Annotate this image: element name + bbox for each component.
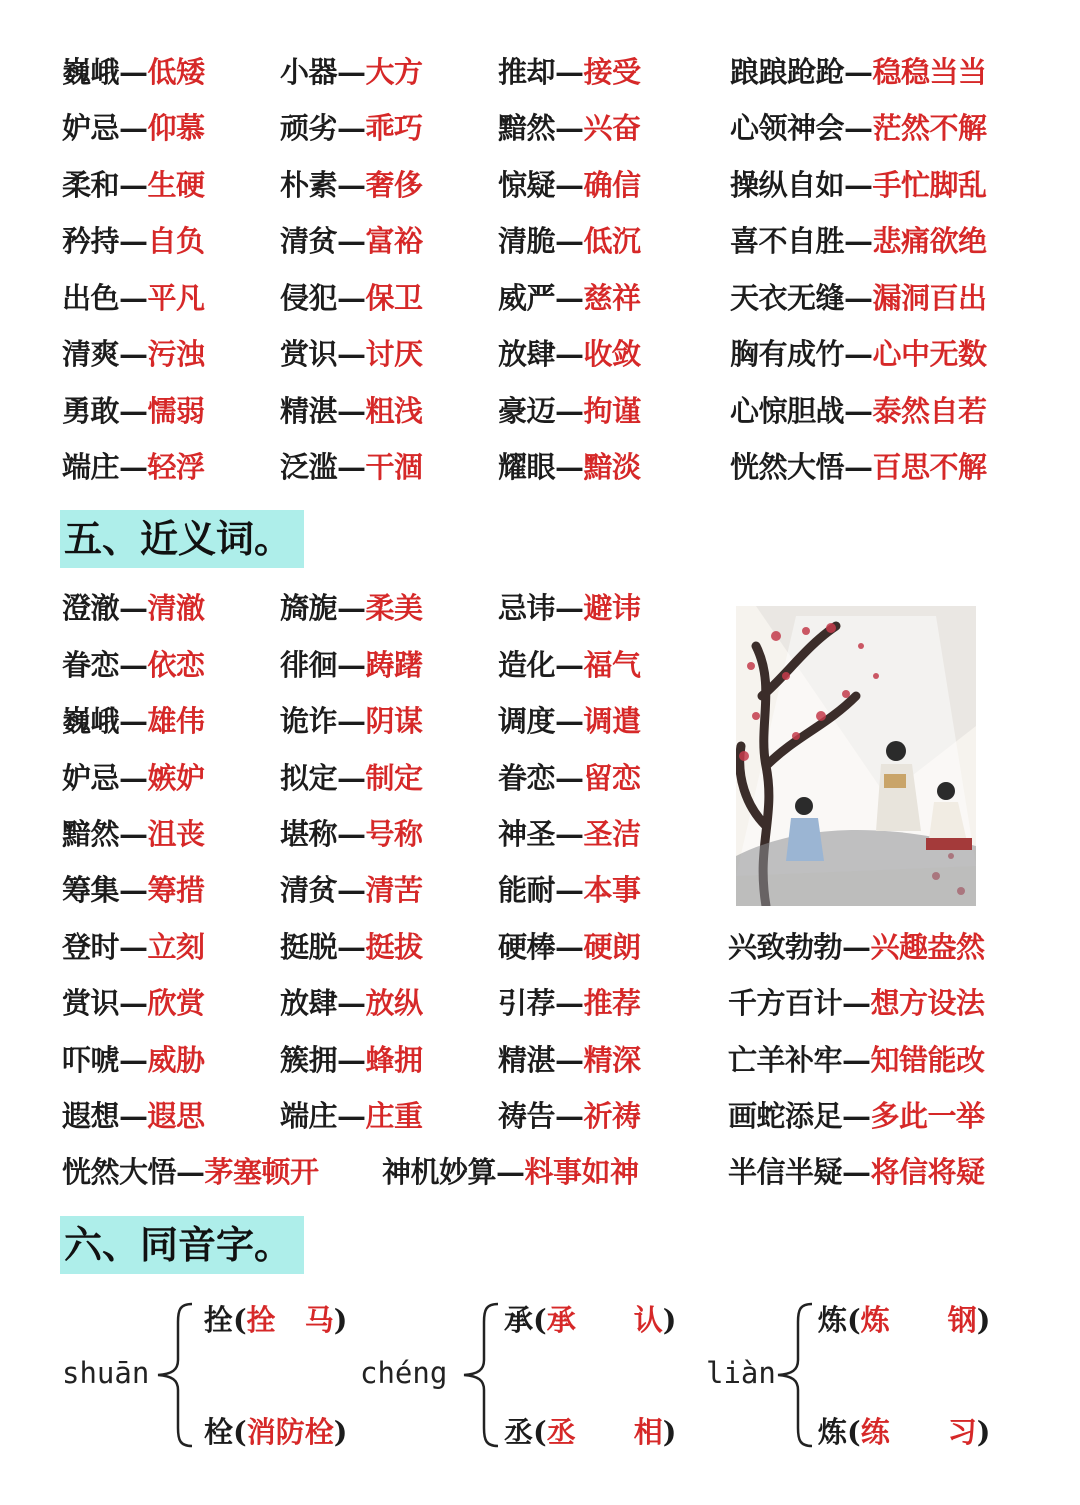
pinyin-label: shuān xyxy=(62,1356,150,1390)
curly-brace-icon xyxy=(770,1300,820,1450)
synonym-pair: 神圣—圣洁 xyxy=(498,817,641,851)
synonym-pair: 澄澈—清澈 xyxy=(62,591,205,625)
synonym-pair: 半信半疑—将信将疑 xyxy=(728,1155,985,1189)
homophone-entry: 拴(拴 马) xyxy=(204,1303,348,1337)
synonym-pair: 堪称—号称 xyxy=(280,817,423,851)
antonym-pair: 妒忌—仰慕 xyxy=(62,111,205,145)
synonym-pair: 能耐—本事 xyxy=(498,873,641,907)
synonym-pair: 妒忌—嫉妒 xyxy=(62,761,205,795)
antonym-pair: 勇敢—懦弱 xyxy=(62,394,205,428)
synonym-pair: 画蛇添足—多此一举 xyxy=(728,1099,985,1133)
synonym-pair: 遐想—遐思 xyxy=(62,1099,205,1133)
antonym-pair: 小器—大方 xyxy=(280,55,423,89)
antonym-pair: 精湛—粗浅 xyxy=(280,394,423,428)
synonym-pair: 忌讳—避讳 xyxy=(498,591,641,625)
antonym-pair: 顽劣—乖巧 xyxy=(280,111,423,145)
synonym-pair: 放肆—放纵 xyxy=(280,986,423,1020)
antonym-pair: 威严—慈祥 xyxy=(498,281,641,315)
antonym-pair: 耀眼—黯淡 xyxy=(498,450,641,484)
synonym-pair: 眷恋—留恋 xyxy=(498,761,641,795)
synonym-pair: 兴致勃勃—兴趣盎然 xyxy=(728,930,985,964)
synonym-pair: 精湛—精深 xyxy=(498,1043,641,1077)
synonym-pair: 徘徊—踌躇 xyxy=(280,648,423,682)
synonym-pair: 引荐—推荐 xyxy=(498,986,641,1020)
homophone-entry: 丞(丞 相) xyxy=(504,1415,677,1449)
synonym-pair: 筹集—筹措 xyxy=(62,873,205,907)
synonym-pair: 登时—立刻 xyxy=(62,930,205,964)
antonym-pair: 清脆—低沉 xyxy=(498,224,641,258)
synonym-pair: 恍然大悟—茅塞顿开 xyxy=(62,1155,319,1189)
antonym-pair: 赏识—讨厌 xyxy=(280,337,423,371)
antonym-pair: 侵犯—保卫 xyxy=(280,281,423,315)
antonym-pair: 操纵自如—手忙脚乱 xyxy=(730,168,987,202)
synonym-pair: 端庄—庄重 xyxy=(280,1099,423,1133)
synonym-pair: 吓唬—威胁 xyxy=(62,1043,205,1077)
homophone-entry: 栓(消防栓) xyxy=(204,1415,348,1449)
section-heading-homophones: 六、同音字。 xyxy=(60,1216,304,1274)
curly-brace-icon xyxy=(456,1300,506,1450)
antonym-pair: 矜持—自负 xyxy=(62,224,205,258)
pinyin-label: chéng xyxy=(360,1356,448,1390)
antonym-pair: 惊疑—确信 xyxy=(498,168,641,202)
antonym-pair: 踉踉跄跄—稳稳当当 xyxy=(730,55,987,89)
synonym-pair: 祷告—祈祷 xyxy=(498,1099,641,1133)
synonym-pair: 眷恋—依恋 xyxy=(62,648,205,682)
antonym-pair: 端庄—轻浮 xyxy=(62,450,205,484)
antonym-pair: 出色—平凡 xyxy=(62,281,205,315)
antonym-pair: 清爽—污浊 xyxy=(62,337,205,371)
synonym-pair: 硬棒—硬朗 xyxy=(498,930,641,964)
synonym-pair: 旖旎—柔美 xyxy=(280,591,423,625)
antonym-pair: 心惊胆战—泰然自若 xyxy=(730,394,987,428)
antonym-pair: 天衣无缝—漏洞百出 xyxy=(730,281,987,315)
homophone-entry: 炼(练 习) xyxy=(818,1415,991,1449)
synonym-pair: 清贫—清苦 xyxy=(280,873,423,907)
synonym-pair: 簇拥—蜂拥 xyxy=(280,1043,423,1077)
synonym-pair: 拟定—制定 xyxy=(280,761,423,795)
antonym-pair: 放肆—收敛 xyxy=(498,337,641,371)
antonym-pair: 清贫—富裕 xyxy=(280,224,423,258)
antonym-pair: 心领神会—茫然不解 xyxy=(730,111,987,145)
synonym-pair: 千方百计—想方设法 xyxy=(728,986,985,1020)
antonym-pair: 巍峨—低矮 xyxy=(62,55,205,89)
antonym-pair: 胸有成竹—心中无数 xyxy=(730,337,987,371)
synonym-pair: 巍峨—雄伟 xyxy=(62,704,205,738)
antonym-pair: 朴素—奢侈 xyxy=(280,168,423,202)
illustration-scholars-under-plum-tree xyxy=(736,606,976,906)
antonym-pair: 推却—接受 xyxy=(498,55,641,89)
antonym-pair: 豪迈—拘谨 xyxy=(498,394,641,428)
homophone-entry: 承(承 认) xyxy=(504,1303,677,1337)
synonym-pair: 神机妙算—料事如神 xyxy=(382,1155,639,1189)
homophone-entry: 炼(炼 钢) xyxy=(818,1303,991,1337)
synonym-pair: 诡诈—阴谋 xyxy=(280,704,423,738)
antonym-pair: 喜不自胜—悲痛欲绝 xyxy=(730,224,987,258)
curly-brace-icon xyxy=(150,1300,200,1450)
synonym-pair: 挺脱—挺拔 xyxy=(280,930,423,964)
synonym-pair: 赏识—欣赏 xyxy=(62,986,205,1020)
antonym-pair: 黯然—兴奋 xyxy=(498,111,641,145)
synonym-pair: 亡羊补牢—知错能改 xyxy=(728,1043,985,1077)
section-heading-synonyms: 五、近义词。 xyxy=(60,510,304,568)
pinyin-label: liàn xyxy=(706,1356,776,1390)
synonym-pair: 造化—福气 xyxy=(498,648,641,682)
synonym-pair: 黯然—沮丧 xyxy=(62,817,205,851)
antonym-pair: 柔和—生硬 xyxy=(62,168,205,202)
synonym-pair: 调度—调遣 xyxy=(498,704,641,738)
antonym-pair: 恍然大悟—百思不解 xyxy=(730,450,987,484)
antonym-pair: 泛滥—干涸 xyxy=(280,450,423,484)
